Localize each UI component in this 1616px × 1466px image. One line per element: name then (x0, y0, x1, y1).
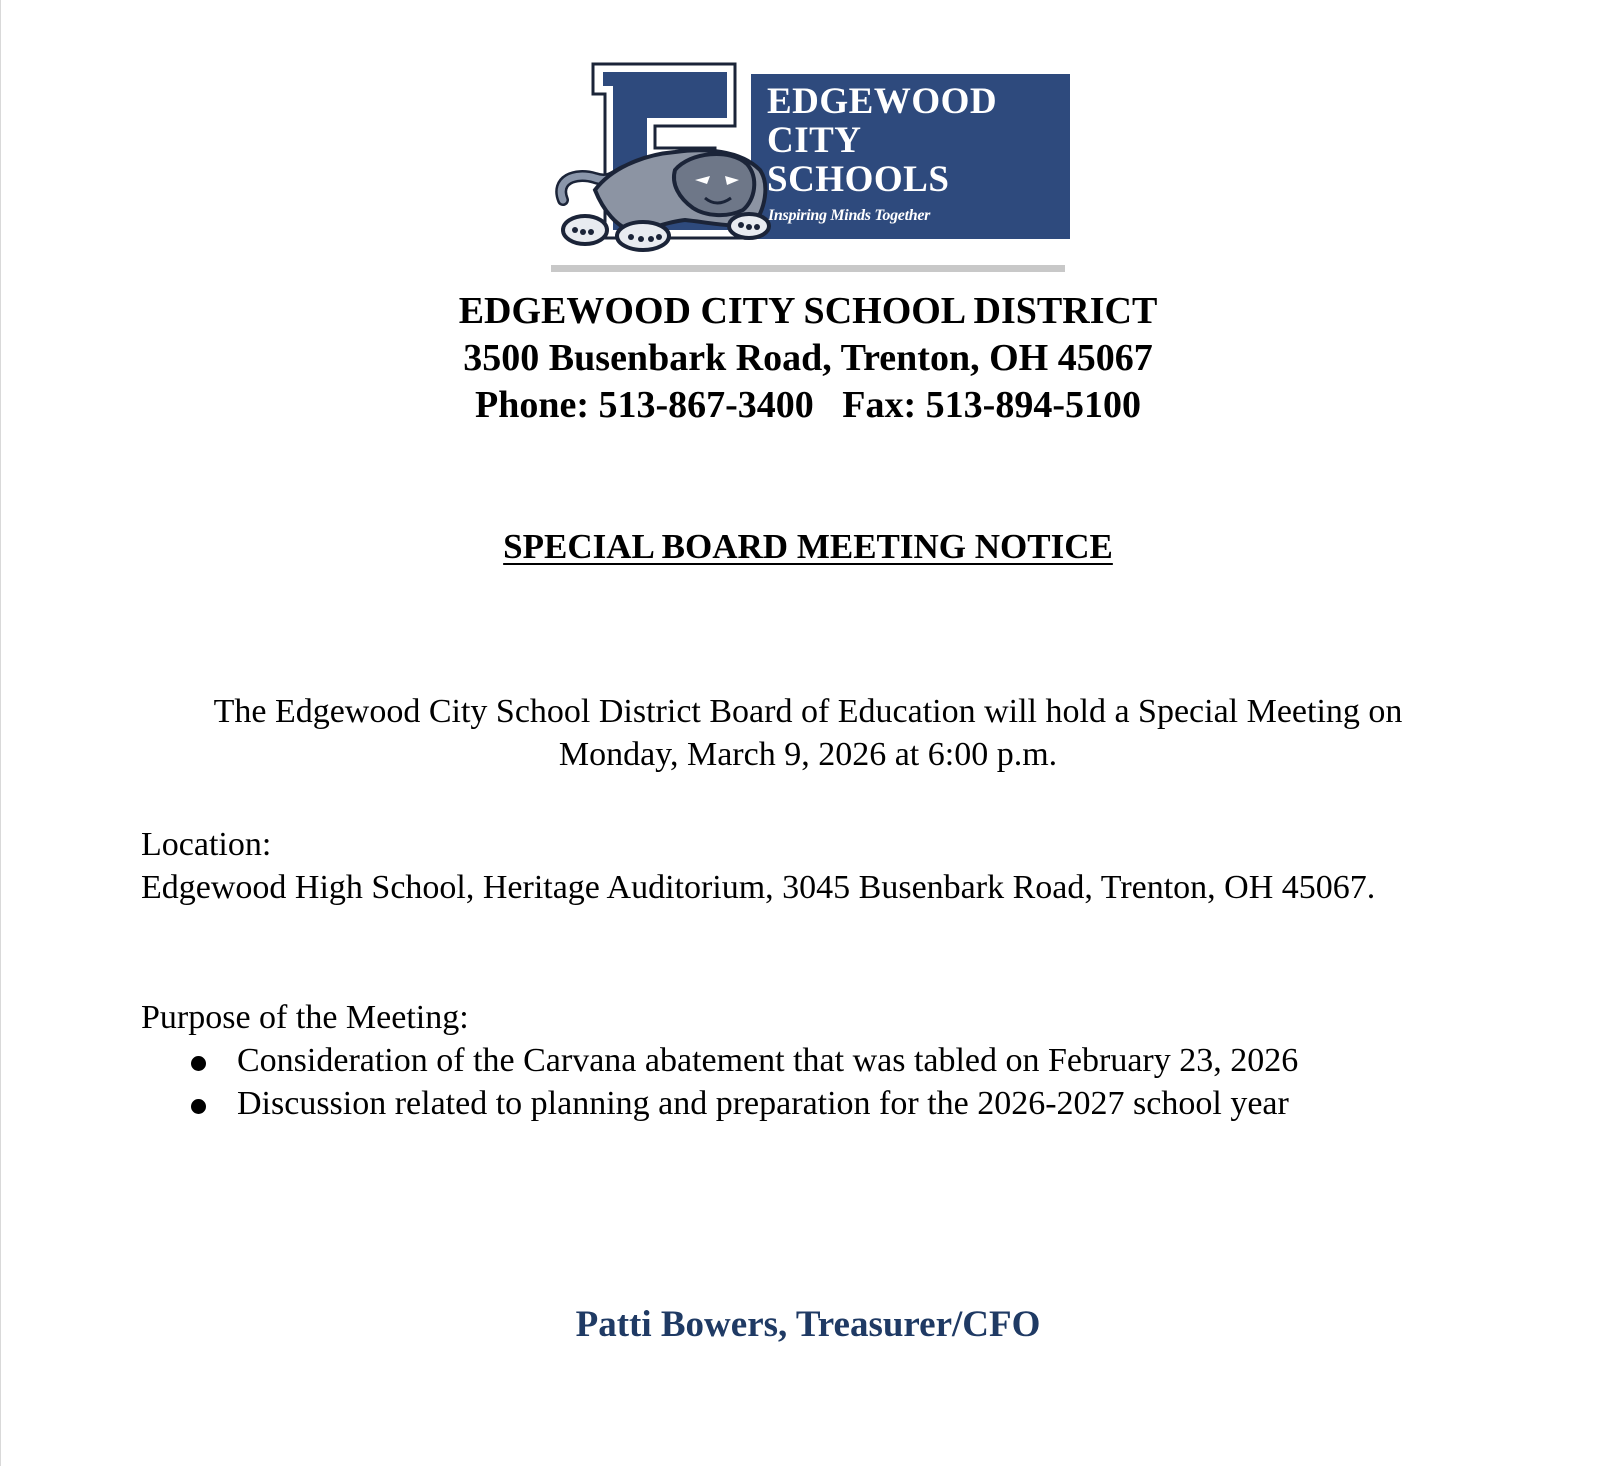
meeting-intro (140, 690, 1476, 776)
notice-title: SPECIAL BOARD MEETING NOTICE (503, 527, 1113, 566)
logo-name-line: SCHOOLS (767, 159, 950, 200)
district-logo (555, 60, 1070, 265)
meeting-date-line: Monday, March 9, 2026 at 6:00 p.m. (558, 736, 1058, 773)
notice-title-wrapper (0, 527, 1616, 567)
letter-e-panther-emblem-icon (555, 60, 1070, 265)
logo-tagline: Inspiring Minds Together (768, 207, 931, 224)
logo-underline-rule (551, 265, 1065, 272)
list-item (141, 1082, 1481, 1125)
district-address: 3500 Busenbark Road, Trenton, OH 45067 (463, 337, 1153, 379)
location-section (141, 823, 1481, 909)
meeting-intro-line: The Edgewood City School District Board of Education will hold a Special Meeting on (213, 693, 1403, 730)
logo-name-line: CITY (767, 120, 862, 161)
purpose-list (141, 1039, 1481, 1125)
location-text: Edgewood High School, Heritage Auditorium, 3045 Busenbark Road, Trenton, OH 45067. (141, 869, 1376, 906)
purpose-item-text: Consideration of the Carvana abatement that was tabled on February 23, 2026 (237, 1042, 1299, 1079)
location-label: Location: (141, 826, 272, 863)
page-edge (0, 0, 1, 1466)
district-name: EDGEWOOD CITY SCHOOL DISTRICT (458, 290, 1158, 332)
district-phone-fax: Phone: 513-867-3400 Fax: 513-894-5100 (475, 384, 1141, 426)
district-header (0, 288, 1616, 429)
list-item (141, 1039, 1481, 1082)
logo-name-line: EDGEWOOD (767, 81, 998, 122)
purpose-section (141, 996, 1481, 1125)
bullet-icon (191, 1056, 206, 1071)
signature-line: Patti Bowers, Treasurer/CFO (575, 1304, 1041, 1345)
purpose-item-text: Discussion related to planning and preparation for the 2026-2027 school year (237, 1085, 1289, 1122)
bullet-icon (191, 1099, 206, 1114)
purpose-label: Purpose of the Meeting: (141, 999, 469, 1036)
